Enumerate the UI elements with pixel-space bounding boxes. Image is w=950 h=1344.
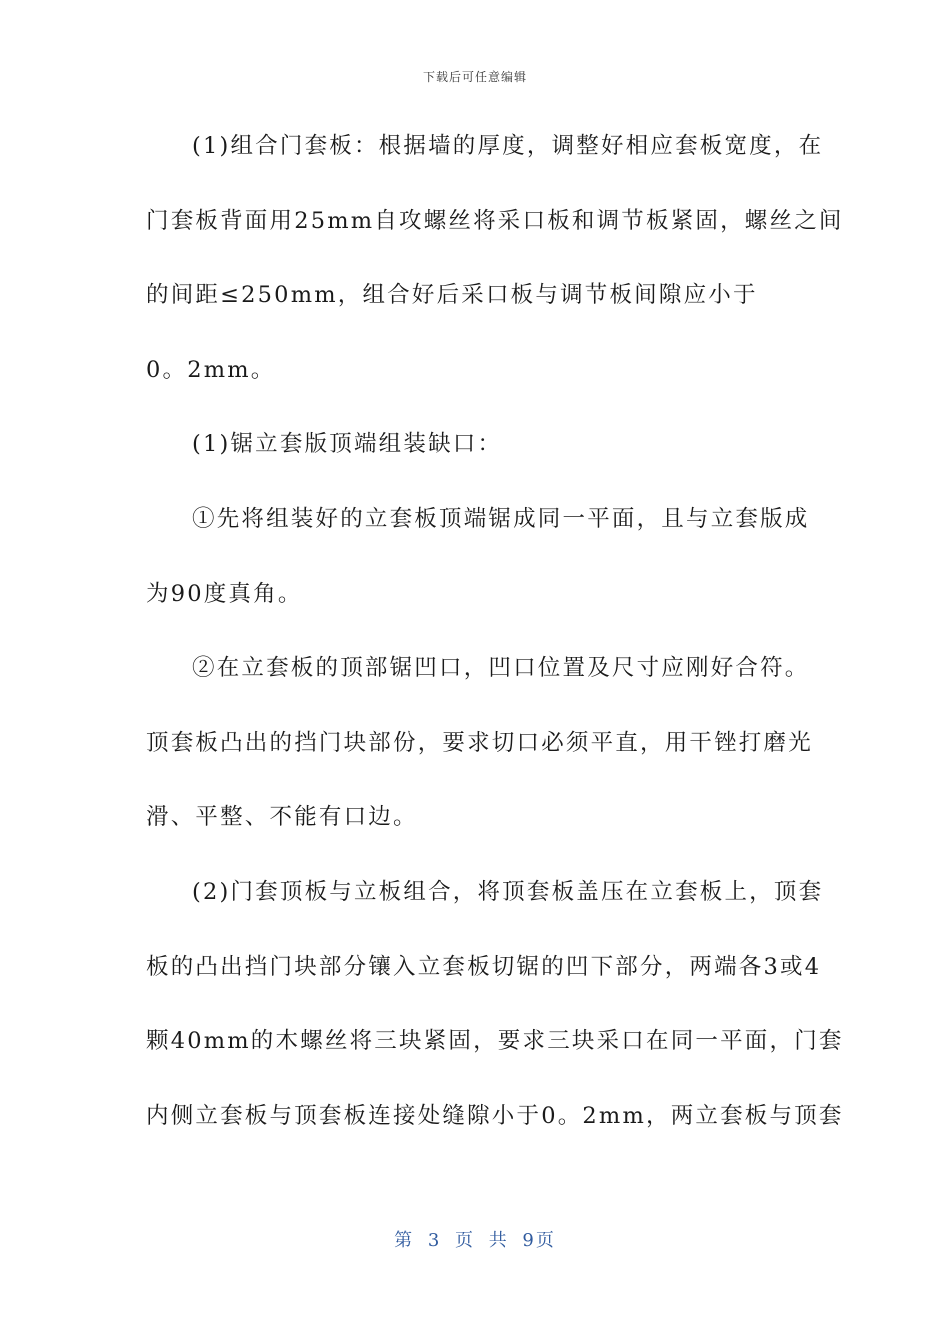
paragraph-line: (1)锯立套版顶端组装缺口：: [192, 431, 503, 458]
paragraph-line: 门套板背面用25mm自攻螺丝将采口板和调节板紧固，螺丝之间: [146, 207, 844, 234]
paragraph-line: 内侧立套板与顶套板连接处缝隙小于0。2mm，两立套板与顶套: [146, 1102, 844, 1129]
header-note: 下载后可任意编辑: [422, 70, 527, 84]
paragraph-line: 的间距≤250mm，组合好后采口板与调节板间隙应小于: [146, 282, 758, 309]
paragraph-line: 为90度真角。: [146, 580, 303, 607]
paragraph-line: (2)门套顶板与立板组合，将顶套板盖压在立套板上，顶套: [192, 878, 824, 905]
paragraph-line: 0。2mm。: [146, 356, 276, 383]
paragraph-line: ②在立套板的顶部锯凹口，凹口位置及尺寸应刚好合符。: [192, 655, 810, 682]
paragraph-line: 颗40mm的木螺丝将三块紧固，要求三块采口在同一平面，门套: [146, 1028, 844, 1055]
body-text: [146, 124, 844, 1168]
paragraph-line: 板的凸出挡门块部分镶入立套板切锯的凹下部分，两端各3或4: [146, 953, 822, 980]
paragraph-line: 滑、平整、不能有口边。: [146, 804, 418, 831]
paragraph-line: (1)组合门套板：根据墙的厚度，调整好相应套板宽度，在: [192, 133, 824, 159]
page-number: 第 3 页 共 9页: [394, 1230, 556, 1251]
paragraph-line: 顶套板凸出的挡门块部份，要求切口必须平直，用干锉打磨光: [146, 729, 813, 756]
paragraph-line: ①先将组装好的立套板顶端锯成同一平面，且与立套版成: [192, 505, 810, 532]
